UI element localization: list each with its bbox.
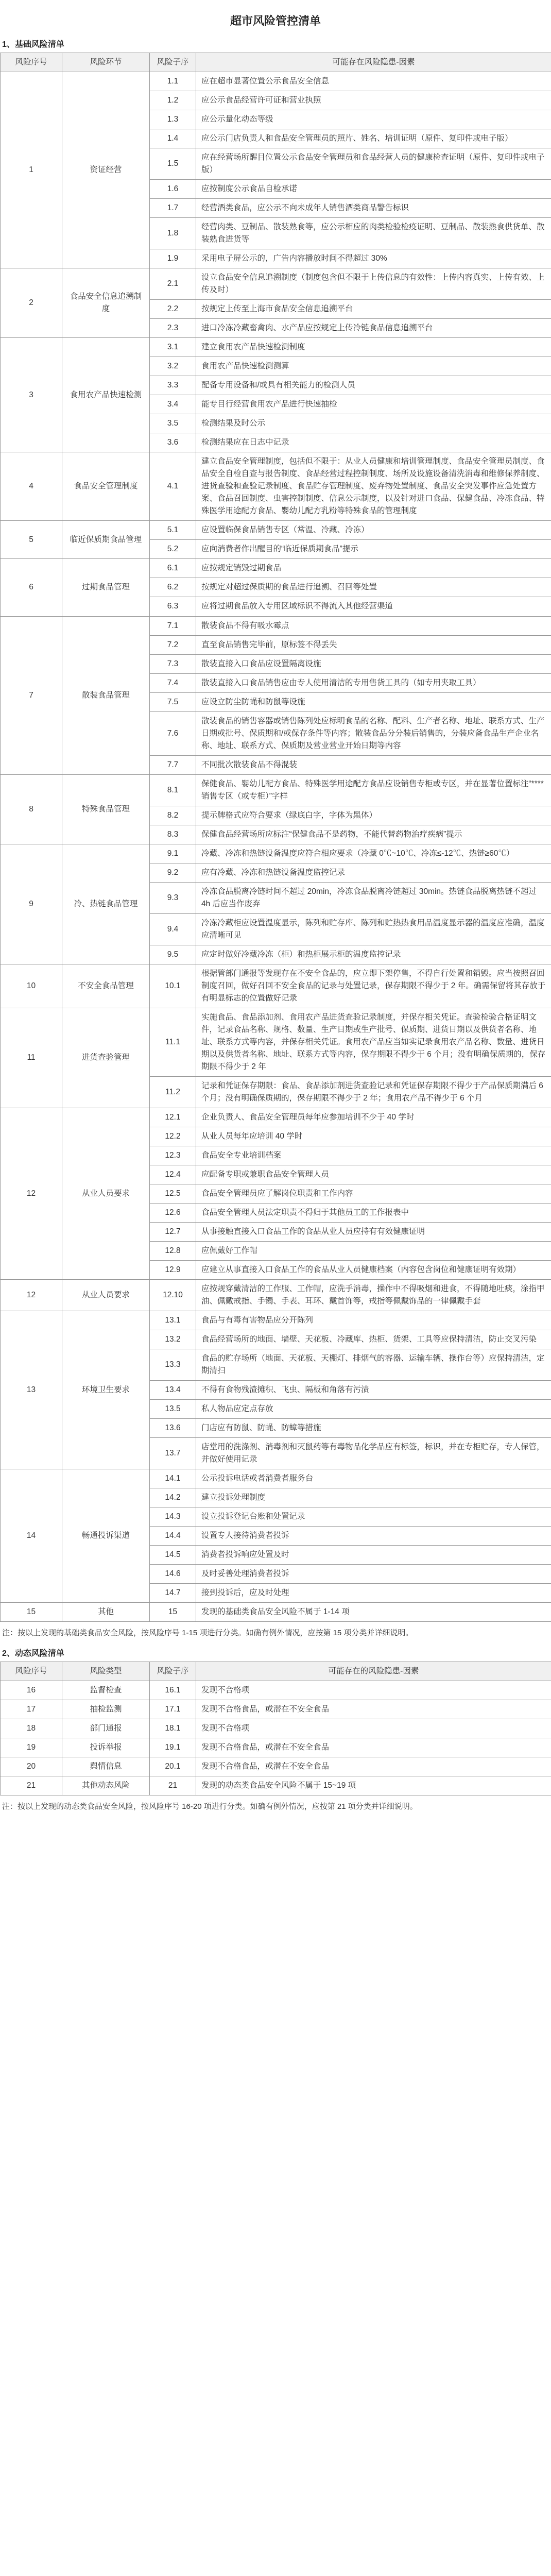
risk-factor-cell: 检测结果应在日志中记录 bbox=[196, 433, 551, 452]
risk-sub-number-cell: 7.4 bbox=[150, 673, 196, 692]
risk-number-cell: 14 bbox=[1, 1469, 62, 1603]
section-2-heading: 2、动态风险清单 bbox=[2, 1649, 64, 1658]
column-header: 风险子序 bbox=[150, 53, 196, 72]
dynamic-risk-table bbox=[0, 1662, 551, 1795]
risk-factor-cell: 食品安全专业培训档案 bbox=[196, 1146, 551, 1165]
risk-number-cell: 10 bbox=[1, 964, 62, 1008]
risk-factor-cell: 及时妥善处理消费者投诉 bbox=[196, 1565, 551, 1584]
risk-sub-number-cell: 7.6 bbox=[150, 711, 196, 755]
risk-stage-cell: 畅通投诉渠道 bbox=[62, 1469, 150, 1603]
risk-factor-cell: 应按规穿戴清洁的工作服、工作帽，应洗手消毒，操作中不得吸烟和进食，不得随地吐痰，涂指甲油、佩戴戒指、手镯、手表、耳环、戴首饰等，戒指等佩戴饰品的一律佩戴手套 bbox=[196, 1280, 551, 1311]
risk-factor-cell: 保健食品、婴幼儿配方食品、特殊医学用途配方食品应设销售专柜或专区，并在显著位置标注“****销售专区（或专柜）”字样 bbox=[196, 774, 551, 806]
table-row bbox=[1, 844, 551, 863]
risk-sub-number-cell: 7.7 bbox=[150, 755, 196, 774]
risk-factor-cell: 应公示量化动态等级 bbox=[196, 110, 551, 129]
risk-number-cell: 16 bbox=[1, 1681, 62, 1700]
risk-factor-cell: 应按制度公示食品自检承诺 bbox=[196, 180, 551, 199]
risk-factor-cell: 提示牌格式应符合要求（绿底白字，字体为黑体） bbox=[196, 806, 551, 825]
risk-sub-number-cell: 12.6 bbox=[150, 1204, 196, 1223]
risk-factor-cell: 散装直接入口食品应设置隔离设施 bbox=[196, 654, 551, 673]
risk-number-cell: 3 bbox=[1, 338, 62, 452]
basic-risk-table bbox=[0, 53, 551, 1622]
risk-sub-number-cell: 9.2 bbox=[150, 863, 196, 882]
risk-factor-cell: 进口冷冻冷藏畜禽肉、水产品应按规定上传冷链食品信息追溯平台 bbox=[196, 319, 551, 338]
risk-sub-number-cell: 12.2 bbox=[150, 1127, 196, 1146]
risk-factor-cell: 实施食品、食品添加剂、食用农产品进货查验记录制度，并保存相关凭证。查验检验合格证明文件，记录食品名称、规格、数量、生产日期或生产批号、保质期、进货日期以及供货者名称、地址、联系方式等内容，并保存相关凭证。食用农产品应当如实记录食用农产品名称、数量、进货日期以及供货者名称、地址、联系方式等内容，保存期限不得少于 6 个月；没有明确保质期的，保存期限不得少于 2 年 bbox=[196, 1008, 551, 1076]
risk-sub-number-cell: 8.3 bbox=[150, 825, 196, 844]
risk-factor-cell: 食品的贮存场所（地面、天花板、天棚灯、排烟气的容器、运输车辆、操作台等）应保持清洁，定期清扫 bbox=[196, 1349, 551, 1381]
risk-number-cell: 19 bbox=[1, 1738, 62, 1757]
risk-factor-cell: 经营酒类食品，应公示不向未成年人销售酒类商品警告标识 bbox=[196, 199, 551, 218]
risk-stage-cell: 临近保质期食品管理 bbox=[62, 521, 150, 559]
risk-sub-number-cell: 12.8 bbox=[150, 1242, 196, 1261]
risk-factor-cell: 设置专人接待消费者投诉 bbox=[196, 1527, 551, 1546]
table-row bbox=[1, 72, 551, 91]
risk-sub-number-cell: 1.5 bbox=[150, 148, 196, 180]
risk-factor-cell: 发现的基础类食品安全风险不属于 1-14 项 bbox=[196, 1603, 551, 1622]
risk-sub-number-cell: 1.2 bbox=[150, 91, 196, 110]
risk-sub-number-cell: 13.4 bbox=[150, 1381, 196, 1400]
risk-factor-cell: 应在经营场所醒目位置公示食品安全管理员和食品经营人员的健康检查证明（原件、复印件或电子版） bbox=[196, 148, 551, 180]
table-row bbox=[1, 1700, 551, 1719]
table-row bbox=[1, 1311, 551, 1330]
risk-stage-cell: 其他 bbox=[62, 1603, 150, 1622]
risk-factor-cell: 发现不合格项 bbox=[196, 1719, 551, 1738]
risk-factor-cell: 公示投诉电话或者消费者服务台 bbox=[196, 1469, 551, 1488]
column-header: 风险序号 bbox=[1, 1662, 62, 1681]
table-header-row bbox=[1, 1662, 551, 1681]
risk-sub-number-cell: 9.4 bbox=[150, 913, 196, 945]
risk-number-cell: 6 bbox=[1, 559, 62, 616]
risk-factor-cell: 能专目行经营食用农产品进行快速抽检 bbox=[196, 395, 551, 414]
risk-factor-cell: 根据管部门通报等发现存在不安全食品的，应立即下架停售，不得自行处置和销毁。应当按照召回制度召回，做好召回不安全食品的记录与处置记录，保存期限不得少于 2 年。确需保留将其存放于有明显标志的位置做好记录 bbox=[196, 964, 551, 1008]
risk-number-cell: 5 bbox=[1, 521, 62, 559]
risk-factor-cell: 应公示食品经营许可证和营业执照 bbox=[196, 91, 551, 110]
risk-sub-number-cell: 7.5 bbox=[150, 692, 196, 711]
risk-factor-cell: 食品安全管理员应了解岗位职责和工作内容 bbox=[196, 1184, 551, 1204]
column-header: 风险子序 bbox=[150, 1662, 196, 1681]
risk-sub-number-cell: 10.1 bbox=[150, 964, 196, 1008]
risk-factor-cell: 发现的动态类食品安全风险不属于 15~19 项 bbox=[196, 1776, 551, 1795]
risk-factor-cell: 发现不合格食品，或潜在不安全食品 bbox=[196, 1757, 551, 1776]
risk-number-cell: 12 bbox=[1, 1280, 62, 1311]
risk-factor-cell: 应设置临保食品销售专区（常温、冷藏、冷冻） bbox=[196, 521, 551, 540]
risk-factor-cell: 发现不合格食品，或潜在不安全食品 bbox=[196, 1700, 551, 1719]
risk-sub-number-cell: 11.2 bbox=[150, 1076, 196, 1108]
risk-type-cell: 舆情信息 bbox=[62, 1757, 150, 1776]
risk-factor-cell: 按规定上传至上海市食品安全信息追溯平台 bbox=[196, 300, 551, 319]
risk-number-cell: 18 bbox=[1, 1719, 62, 1738]
risk-sub-number-cell: 14.2 bbox=[150, 1488, 196, 1507]
risk-sub-number-cell: 15 bbox=[150, 1603, 196, 1622]
risk-sub-number-cell: 14.3 bbox=[150, 1507, 196, 1527]
risk-factor-cell: 不同批次散装食品不得混装 bbox=[196, 755, 551, 774]
risk-number-cell: 17 bbox=[1, 1700, 62, 1719]
risk-factor-cell: 应向消费者作出醒目的“临近保质期食品”提示 bbox=[196, 540, 551, 559]
risk-type-cell: 其他动态风险 bbox=[62, 1776, 150, 1795]
dynamic-risk-table-body bbox=[1, 1681, 551, 1795]
risk-sub-number-cell: 14.5 bbox=[150, 1546, 196, 1565]
risk-sub-number-cell: 3.6 bbox=[150, 433, 196, 452]
table-row bbox=[1, 1008, 551, 1076]
column-header: 可能存在的风险隐患-因素 bbox=[196, 1662, 551, 1681]
risk-factor-cell: 记录和凭证保存期限：食品、食品添加剂进货查验记录和凭证保存期限不得少于产品保质期满后 6 个月；没有明确保质期的，保存期限不得少于 2 年；食用农产品不得少于 6 个月 bbox=[196, 1076, 551, 1108]
risk-sub-number-cell: 12.10 bbox=[150, 1280, 196, 1311]
risk-factor-cell: 食品经营场所的地面、墙壁、天花板、冷藏库、热柜、货架、工具等应保持清洁，防止交叉污染 bbox=[196, 1330, 551, 1349]
risk-factor-cell: 按规定对超过保质期的食品进行追溯、召回等处置 bbox=[196, 578, 551, 597]
risk-sub-number-cell: 5.2 bbox=[150, 540, 196, 559]
basic-risk-table-body bbox=[1, 72, 551, 1622]
risk-stage-cell: 资证经营 bbox=[62, 72, 150, 268]
risk-factor-cell: 食用农产品快速检测测算 bbox=[196, 357, 551, 376]
risk-factor-cell: 建立投诉处理制度 bbox=[196, 1488, 551, 1507]
risk-stage-cell: 过期食品管理 bbox=[62, 559, 150, 616]
table-header-row bbox=[1, 53, 551, 72]
risk-factor-cell: 经营肉类、豆制品、散装熟食等，应公示相应的肉类检验检疫证明、豆制品、散装熟食供货单、散装熟食进货等 bbox=[196, 218, 551, 249]
risk-sub-number-cell: 3.1 bbox=[150, 338, 196, 357]
document-title: 超市风险管控清单 bbox=[230, 14, 321, 27]
section-1-note: 注：按以上发现的基础类食品安全风险，按风险序号 1-15 项进行分类。如确有例外情况，应按第 15 项分类并详细说明。 bbox=[2, 1629, 414, 1638]
risk-sub-number-cell: 2.2 bbox=[150, 300, 196, 319]
risk-factor-cell: 应将过期食品放入专用区域标识不得流入其他经营渠道 bbox=[196, 597, 551, 616]
risk-number-cell: 9 bbox=[1, 844, 62, 964]
risk-type-cell: 部门通报 bbox=[62, 1719, 150, 1738]
risk-type-cell: 监督检查 bbox=[62, 1681, 150, 1700]
risk-sub-number-cell: 12.9 bbox=[150, 1261, 196, 1280]
risk-sub-number-cell: 8.1 bbox=[150, 774, 196, 806]
risk-sub-number-cell: 1.4 bbox=[150, 129, 196, 148]
risk-sub-number-cell: 1.9 bbox=[150, 249, 196, 268]
risk-factor-cell: 应按规定销毁过期食品 bbox=[196, 559, 551, 578]
risk-factor-cell: 接到投诉后，应及时处理 bbox=[196, 1584, 551, 1603]
risk-sub-number-cell: 19.1 bbox=[150, 1738, 196, 1757]
risk-sub-number-cell: 1.7 bbox=[150, 199, 196, 218]
risk-number-cell: 12 bbox=[1, 1108, 62, 1279]
risk-factor-cell: 冷冻冷藏柜应设置温度显示，陈列和贮存库、陈列和贮热热食用品温度显示器的温度应准确，温度应清晰可见 bbox=[196, 913, 551, 945]
risk-sub-number-cell: 2.3 bbox=[150, 319, 196, 338]
risk-factor-cell: 建立食用农产品快速检测制度 bbox=[196, 338, 551, 357]
table-row bbox=[1, 1757, 551, 1776]
risk-sub-number-cell: 12.5 bbox=[150, 1184, 196, 1204]
risk-sub-number-cell: 13.5 bbox=[150, 1400, 196, 1419]
risk-number-cell: 4 bbox=[1, 452, 62, 521]
risk-factor-cell: 食品安全管理人员法定职责不得归于其他员工的工作报表中 bbox=[196, 1204, 551, 1223]
risk-stage-cell: 从业人员要求 bbox=[62, 1108, 150, 1279]
risk-number-cell: 1 bbox=[1, 72, 62, 268]
risk-sub-number-cell: 6.3 bbox=[150, 597, 196, 616]
risk-sub-number-cell: 9.3 bbox=[150, 882, 196, 913]
risk-number-cell: 7 bbox=[1, 616, 62, 774]
risk-stage-cell: 散装食品管理 bbox=[62, 616, 150, 774]
risk-factor-cell: 发现不合格项 bbox=[196, 1681, 551, 1700]
risk-sub-number-cell: 6.1 bbox=[150, 559, 196, 578]
table-row bbox=[1, 616, 551, 635]
risk-sub-number-cell: 2.1 bbox=[150, 268, 196, 300]
table-row bbox=[1, 1719, 551, 1738]
risk-factor-cell: 建立食品安全管理制度，包括但不限于：从业人员健康和培训管理制度、食品安全管理员制度、食品安全自检自查与报告制度、食品经营过程控制制度、场所及设施设备清洗消毒和维修保养制度、进货查验和查验记录制度、食品贮存管理制度、废弃物处置制度、食品安全突发事件应急处置方案、食品召回制度、虫害控制制度、信息公示制度，以及针对进口食品、保健食品、冷冻食品、特殊医学用途配方食品、婴幼儿配方乳粉等特殊食品的管理制度 bbox=[196, 452, 551, 521]
risk-sub-number-cell: 7.1 bbox=[150, 616, 196, 635]
risk-sub-number-cell: 1.3 bbox=[150, 110, 196, 129]
risk-sub-number-cell: 1.8 bbox=[150, 218, 196, 249]
risk-sub-number-cell: 3.4 bbox=[150, 395, 196, 414]
risk-factor-cell: 企业负责人、食品安全管理员每年应参加培训不少于 40 学时 bbox=[196, 1108, 551, 1127]
risk-factor-cell: 发现不合格食品，或潜在不安全食品 bbox=[196, 1738, 551, 1757]
risk-sub-number-cell: 14.4 bbox=[150, 1527, 196, 1546]
table-row bbox=[1, 268, 551, 300]
risk-type-cell: 投诉举报 bbox=[62, 1738, 150, 1757]
risk-sub-number-cell: 18.1 bbox=[150, 1719, 196, 1738]
risk-sub-number-cell: 6.2 bbox=[150, 578, 196, 597]
risk-number-cell: 13 bbox=[1, 1311, 62, 1469]
risk-sub-number-cell: 8.2 bbox=[150, 806, 196, 825]
risk-factor-cell: 食品与有毒有害物品应分开陈列 bbox=[196, 1311, 551, 1330]
risk-stage-cell: 进货查验管理 bbox=[62, 1008, 150, 1108]
risk-sub-number-cell: 4.1 bbox=[150, 452, 196, 521]
section-2-note: 注：按以上发现的动态类食品安全风险，按风险序号 16-20 项进行分类。如确有例外情况，应按第 21 项分类并详细说明。 bbox=[2, 1802, 418, 1811]
risk-sub-number-cell: 14.6 bbox=[150, 1565, 196, 1584]
risk-sub-number-cell: 3.3 bbox=[150, 376, 196, 395]
column-header: 风险类型 bbox=[62, 1662, 150, 1681]
table-row bbox=[1, 338, 551, 357]
risk-factor-cell: 直至食品销售完毕前，原标签不得丢失 bbox=[196, 635, 551, 654]
risk-sub-number-cell: 20.1 bbox=[150, 1757, 196, 1776]
risk-stage-cell: 食品安全信息追溯制度 bbox=[62, 268, 150, 338]
risk-stage-cell: 食用农产品快速检测 bbox=[62, 338, 150, 452]
column-header: 可能存在风险隐患-因素 bbox=[196, 53, 551, 72]
risk-number-cell: 2 bbox=[1, 268, 62, 338]
risk-sub-number-cell: 16.1 bbox=[150, 1681, 196, 1700]
risk-factor-cell: 冷藏、冷冻和热链设备温度应符合相应要求（冷藏 0℃~10℃、冷冻≤-12℃、热链≥60℃） bbox=[196, 844, 551, 863]
risk-factor-cell: 从事接触直接入口食品工作的食品从业人员应持有有效健康证明 bbox=[196, 1223, 551, 1242]
risk-factor-cell: 应设立防尘防蝇和防鼠等设施 bbox=[196, 692, 551, 711]
risk-stage-cell: 环境卫生要求 bbox=[62, 1311, 150, 1469]
risk-sub-number-cell: 11.1 bbox=[150, 1008, 196, 1076]
risk-sub-number-cell: 9.1 bbox=[150, 844, 196, 863]
risk-number-cell: 8 bbox=[1, 774, 62, 844]
risk-factor-cell: 门店应有防鼠、防蝇、防蟑等措施 bbox=[196, 1419, 551, 1438]
risk-sub-number-cell: 21 bbox=[150, 1776, 196, 1795]
risk-factor-cell: 消费者投诉响应处置及时 bbox=[196, 1546, 551, 1565]
risk-sub-number-cell: 12.3 bbox=[150, 1146, 196, 1165]
risk-sub-number-cell: 13.1 bbox=[150, 1311, 196, 1330]
table-row bbox=[1, 559, 551, 578]
risk-sub-number-cell: 3.5 bbox=[150, 414, 196, 433]
risk-number-cell: 20 bbox=[1, 1757, 62, 1776]
column-header: 风险序号 bbox=[1, 53, 62, 72]
risk-factor-cell: 应佩戴好工作帽 bbox=[196, 1242, 551, 1261]
risk-sub-number-cell: 1.1 bbox=[150, 72, 196, 91]
risk-sub-number-cell: 13.7 bbox=[150, 1438, 196, 1469]
table-row bbox=[1, 964, 551, 1008]
risk-stage-cell: 冷、热链食品管理 bbox=[62, 844, 150, 964]
risk-factor-cell: 保健食品经营场所应标注“保健食品不是药物，不能代替药物治疗疾病”提示 bbox=[196, 825, 551, 844]
table-row bbox=[1, 1681, 551, 1700]
risk-factor-cell: 应有冷藏、冷冻和热链设备温度监控记录 bbox=[196, 863, 551, 882]
risk-factor-cell: 不得有食物残渣摊积、飞虫、隔板和角落有污渍 bbox=[196, 1381, 551, 1400]
risk-number-cell: 21 bbox=[1, 1776, 62, 1795]
table-row bbox=[1, 1469, 551, 1488]
risk-stage-cell: 从业人员要求 bbox=[62, 1280, 150, 1311]
risk-type-cell: 抽检监测 bbox=[62, 1700, 150, 1719]
risk-sub-number-cell: 3.2 bbox=[150, 357, 196, 376]
risk-sub-number-cell: 1.6 bbox=[150, 180, 196, 199]
column-header: 风险环节 bbox=[62, 53, 150, 72]
table-row bbox=[1, 1280, 551, 1311]
table-row bbox=[1, 452, 551, 521]
table-row bbox=[1, 521, 551, 540]
risk-factor-cell: 设立食品安全信息追溯制度（制度包含但不限于上传信息的有效性：上传内容真实、上传有效、上传及时） bbox=[196, 268, 551, 300]
risk-factor-cell: 应配备专职或兼职食品安全管理人员 bbox=[196, 1165, 551, 1184]
table-row bbox=[1, 1108, 551, 1127]
risk-sub-number-cell: 12.4 bbox=[150, 1165, 196, 1184]
risk-factor-cell: 应公示门店负责人和食品安全管理员的照片、姓名、培训证明（原件、复印件或电子版） bbox=[196, 129, 551, 148]
risk-sub-number-cell: 9.5 bbox=[150, 945, 196, 964]
risk-sub-number-cell: 17.1 bbox=[150, 1700, 196, 1719]
risk-sub-number-cell: 12.7 bbox=[150, 1223, 196, 1242]
risk-number-cell: 15 bbox=[1, 1603, 62, 1622]
risk-factor-cell: 散装食品不得有吸水霉点 bbox=[196, 616, 551, 635]
risk-sub-number-cell: 5.1 bbox=[150, 521, 196, 540]
risk-factor-cell: 配备专用设备和/或具有相关能力的检测人员 bbox=[196, 376, 551, 395]
risk-factor-cell: 检测结果及时公示 bbox=[196, 414, 551, 433]
risk-factor-cell: 店堂用的洗涤剂、消毒剂和灭鼠药等有毒物品化学品应有标签，标识，并在专柜贮存，专人保管，并做好使用记录 bbox=[196, 1438, 551, 1469]
risk-sub-number-cell: 7.2 bbox=[150, 635, 196, 654]
risk-sub-number-cell: 13.2 bbox=[150, 1330, 196, 1349]
risk-stage-cell: 食品安全管理制度 bbox=[62, 452, 150, 521]
risk-sub-number-cell: 14.7 bbox=[150, 1584, 196, 1603]
risk-factor-cell: 应建立从事直接入口食品工作的食品从业人员健康档案（内容包含岗位和健康证明有效期） bbox=[196, 1261, 551, 1280]
risk-sub-number-cell: 13.3 bbox=[150, 1349, 196, 1381]
risk-sub-number-cell: 7.3 bbox=[150, 654, 196, 673]
risk-stage-cell: 不安全食品管理 bbox=[62, 964, 150, 1008]
risk-sub-number-cell: 14.1 bbox=[150, 1469, 196, 1488]
table-row bbox=[1, 1603, 551, 1622]
risk-sub-number-cell: 13.6 bbox=[150, 1419, 196, 1438]
risk-factor-cell: 从业人员每年应培训 40 学时 bbox=[196, 1127, 551, 1146]
risk-factor-cell: 采用电子屏公示的，广告内容播放时间不得超过 30% bbox=[196, 249, 551, 268]
risk-factor-cell: 应定时做好冷藏冷冻（柜）和热柜展示柜的温度监控记录 bbox=[196, 945, 551, 964]
table-row bbox=[1, 1738, 551, 1757]
risk-factor-cell: 散装食品的销售容器或销售陈列处应标明食品的名称、配料、生产者名称、地址、联系方式、生产日期或批号、保质期和/或保存条件等内容；散装食品分分装后销售的，分装应备食品生产企业名称、地址、联系方式、保质期及营业营业开始日期等内容 bbox=[196, 711, 551, 755]
section-1-heading: 1、基础风险清单 bbox=[2, 40, 64, 49]
risk-number-cell: 11 bbox=[1, 1008, 62, 1108]
risk-stage-cell: 特殊食品管理 bbox=[62, 774, 150, 844]
risk-sub-number-cell: 12.1 bbox=[150, 1108, 196, 1127]
risk-factor-cell: 散装直接入口食品销售应由专人使用清洁的专用售货工具的（如专用夹取工具） bbox=[196, 673, 551, 692]
risk-factor-cell: 冷冻食品脱离冷链时间不超过 20min，冷冻食品脱离冷链超过 30min。热链食品脱离热链不超过 4h 后应当作废弃 bbox=[196, 882, 551, 913]
risk-factor-cell: 应在超市显著位置公示食品安全信息 bbox=[196, 72, 551, 91]
risk-factor-cell: 私人物品应定点存放 bbox=[196, 1400, 551, 1419]
risk-factor-cell: 设立投诉登记台账和处置记录 bbox=[196, 1507, 551, 1527]
table-row bbox=[1, 1776, 551, 1795]
table-row bbox=[1, 774, 551, 806]
